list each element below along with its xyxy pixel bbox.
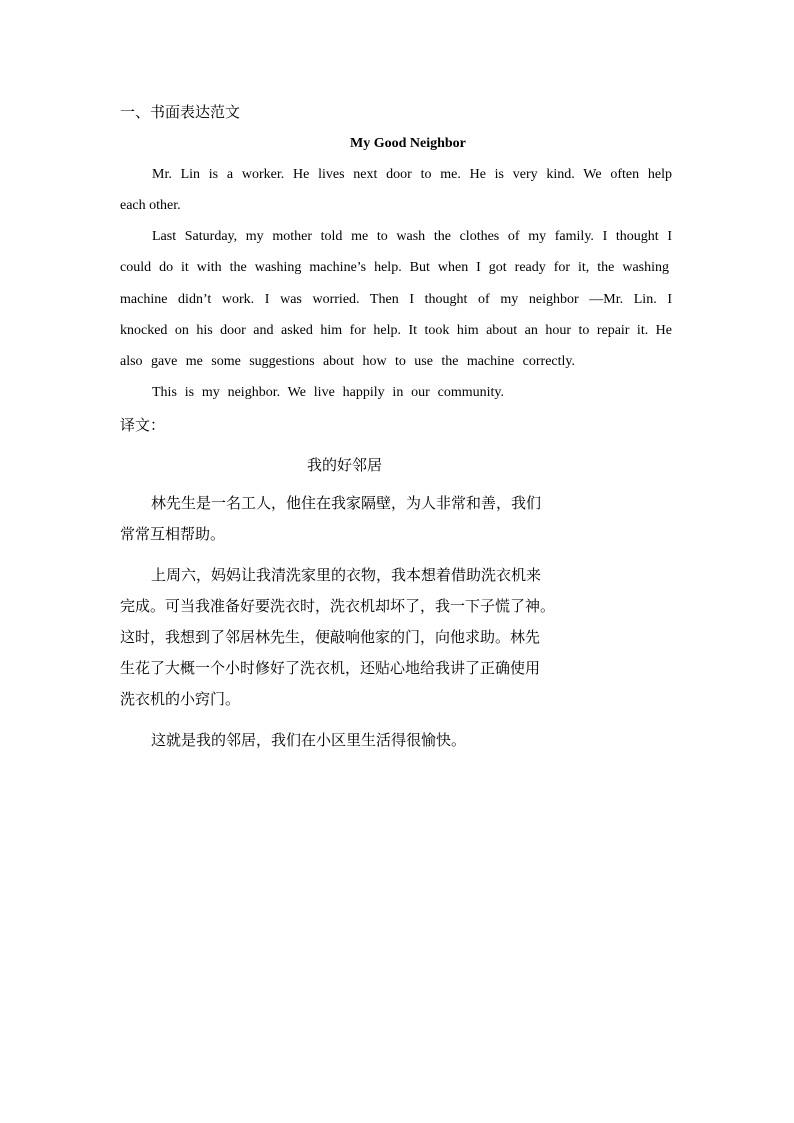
translation-line: 上周六，妈妈让我清洗家里的衣物，我本想着借助洗衣机来 [151,566,542,584]
essay-line: machine didn’t work. I was worried. Then I thought of my neighbor —Mr. Lin. I [120,292,672,307]
translation-line: 这时，我想到了邻居林先生，便敲响他家的门，向他求助。林先 [120,628,541,646]
section-heading: 一、书面表达范文 [120,103,241,121]
essay-line: each other. [120,198,181,213]
translation-line: 这就是我的邻居，我们在小区里生活得很愉快。 [151,731,467,749]
essay-title: My Good Neighbor [350,136,466,151]
essay-line: could do it with the washing machine’s help. But when I got ready for it, the washing [120,260,669,275]
essay-line: also gave me some suggestions about how to use the machine correctly. [120,354,575,369]
translation-label: 译文： [120,416,166,434]
translation-line: 洗衣机的小窍门。 [120,690,241,708]
essay-line: Mr. Lin is a worker. He lives next door to me. He is very kind. We often help [152,167,672,182]
translation-line: 常常互相帮助。 [120,525,226,543]
essay-line: Last Saturday, my mother told me to wash the clothes of my family. I thought I [152,229,672,244]
essay-line: knocked on his door and asked him for help. It took him about an hour to repair it. He [120,323,672,338]
translation-title: 我的好邻居 [307,456,383,474]
essay-line: This is my neighbor. We live happily in our community. [152,385,504,400]
translation-line: 生花了大概一个小时修好了洗衣机，还贴心地给我讲了正确使用 [120,659,541,677]
translation-line: 林先生是一名工人，他住在我家隔壁，为人非常和善，我们 [151,494,542,512]
translation-line: 完成。可当我准备好要洗衣时，洗衣机却坏了，我一下子慌了神。 [120,597,556,615]
